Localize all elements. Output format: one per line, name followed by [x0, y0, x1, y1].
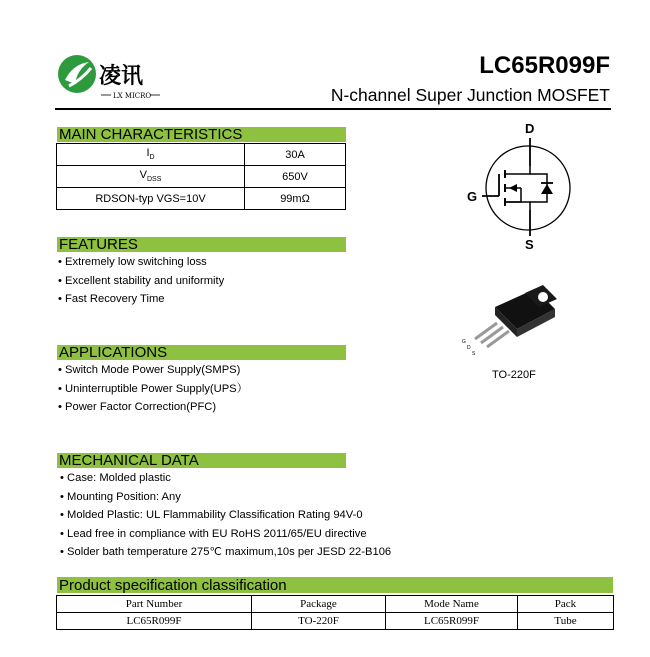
company-logo — [55, 50, 165, 106]
logo-english-text: LX MICRO — [113, 92, 152, 100]
drain-label: D — [525, 121, 535, 136]
table-row — [57, 166, 346, 188]
table-header-row — [57, 596, 614, 613]
pin-d-label: D — [467, 345, 471, 351]
gate-label: G — [467, 189, 478, 204]
cell: LC65R099F — [386, 613, 518, 630]
list-item: • Extremely low switching loss — [58, 256, 207, 268]
mosfet-symbol-diagram — [455, 118, 605, 258]
pin-s-label: S — [472, 351, 476, 357]
value-cell: 30A — [245, 144, 346, 166]
list-item: • Molded Plastic: UL Flammability Classification Rating 94V-0 — [60, 509, 363, 521]
list-item: • Power Factor Correction(PFC) — [58, 401, 217, 413]
table-row — [57, 144, 346, 166]
list-item: • Switch Mode Power Supply(SMPS) — [58, 364, 241, 376]
to220f-package-image — [455, 283, 565, 363]
features-heading: FEATURES — [57, 237, 346, 252]
list-item: • Excellent stability and uniformity — [58, 274, 225, 287]
param-cell: $I_D$ — [57, 144, 245, 166]
table-row — [57, 613, 614, 630]
header-cell: Part Number — [57, 596, 252, 613]
header-cell: Package — [252, 596, 386, 613]
device-subtitle: N-channel Super Junction MOSFET — [330, 85, 610, 105]
value-cell: 99mΩ — [245, 188, 346, 210]
main-characteristics-heading: MAIN CHARACTERISTICS — [57, 127, 346, 142]
cell: Tube — [518, 613, 614, 630]
list-item: • Solder bath temperature 275℃ maximum,10s per JESD 22-B106 — [60, 546, 392, 558]
cell: LC65R099F — [57, 613, 252, 630]
product-spec-table — [56, 595, 614, 630]
logo-chinese-text: 凌讯 — [99, 64, 144, 89]
main-characteristics-table — [56, 143, 346, 210]
param-cell: $V_{DSS}$ — [57, 166, 245, 188]
list-item: • Mounting Position: Any — [60, 490, 181, 503]
features-list — [58, 253, 224, 309]
list-item: • Case: Molded plastic — [60, 472, 171, 484]
source-label: S — [525, 237, 534, 252]
package-label: TO-220F — [492, 369, 536, 381]
list-item: • Uninterruptible Power Supply(UPS） — [58, 382, 248, 395]
header-divider — [55, 108, 611, 110]
table-row — [57, 188, 346, 210]
mechanical-data-heading: MECHANICAL DATA — [57, 453, 346, 468]
applications-heading: APPLICATIONS — [57, 345, 346, 360]
list-item: • Fast Recovery Time — [58, 293, 165, 305]
list-item: • Lead free in compliance with EU RoHS 2011/65/EU directive — [60, 527, 367, 540]
product-spec-heading: Product specification classification — [57, 577, 613, 593]
param-cell: RDSON-typ VGS=10V — [57, 188, 245, 210]
header-cell: Pack — [518, 596, 614, 613]
mechanical-data-list — [60, 469, 391, 562]
cell: TO-220F — [252, 613, 386, 630]
part-number-title: LC65R099F — [479, 52, 610, 79]
header-cell: Mode Name — [386, 596, 518, 613]
pin-g-label: G — [462, 339, 466, 345]
applications-list — [58, 361, 248, 417]
value-cell: 650V — [245, 166, 346, 188]
